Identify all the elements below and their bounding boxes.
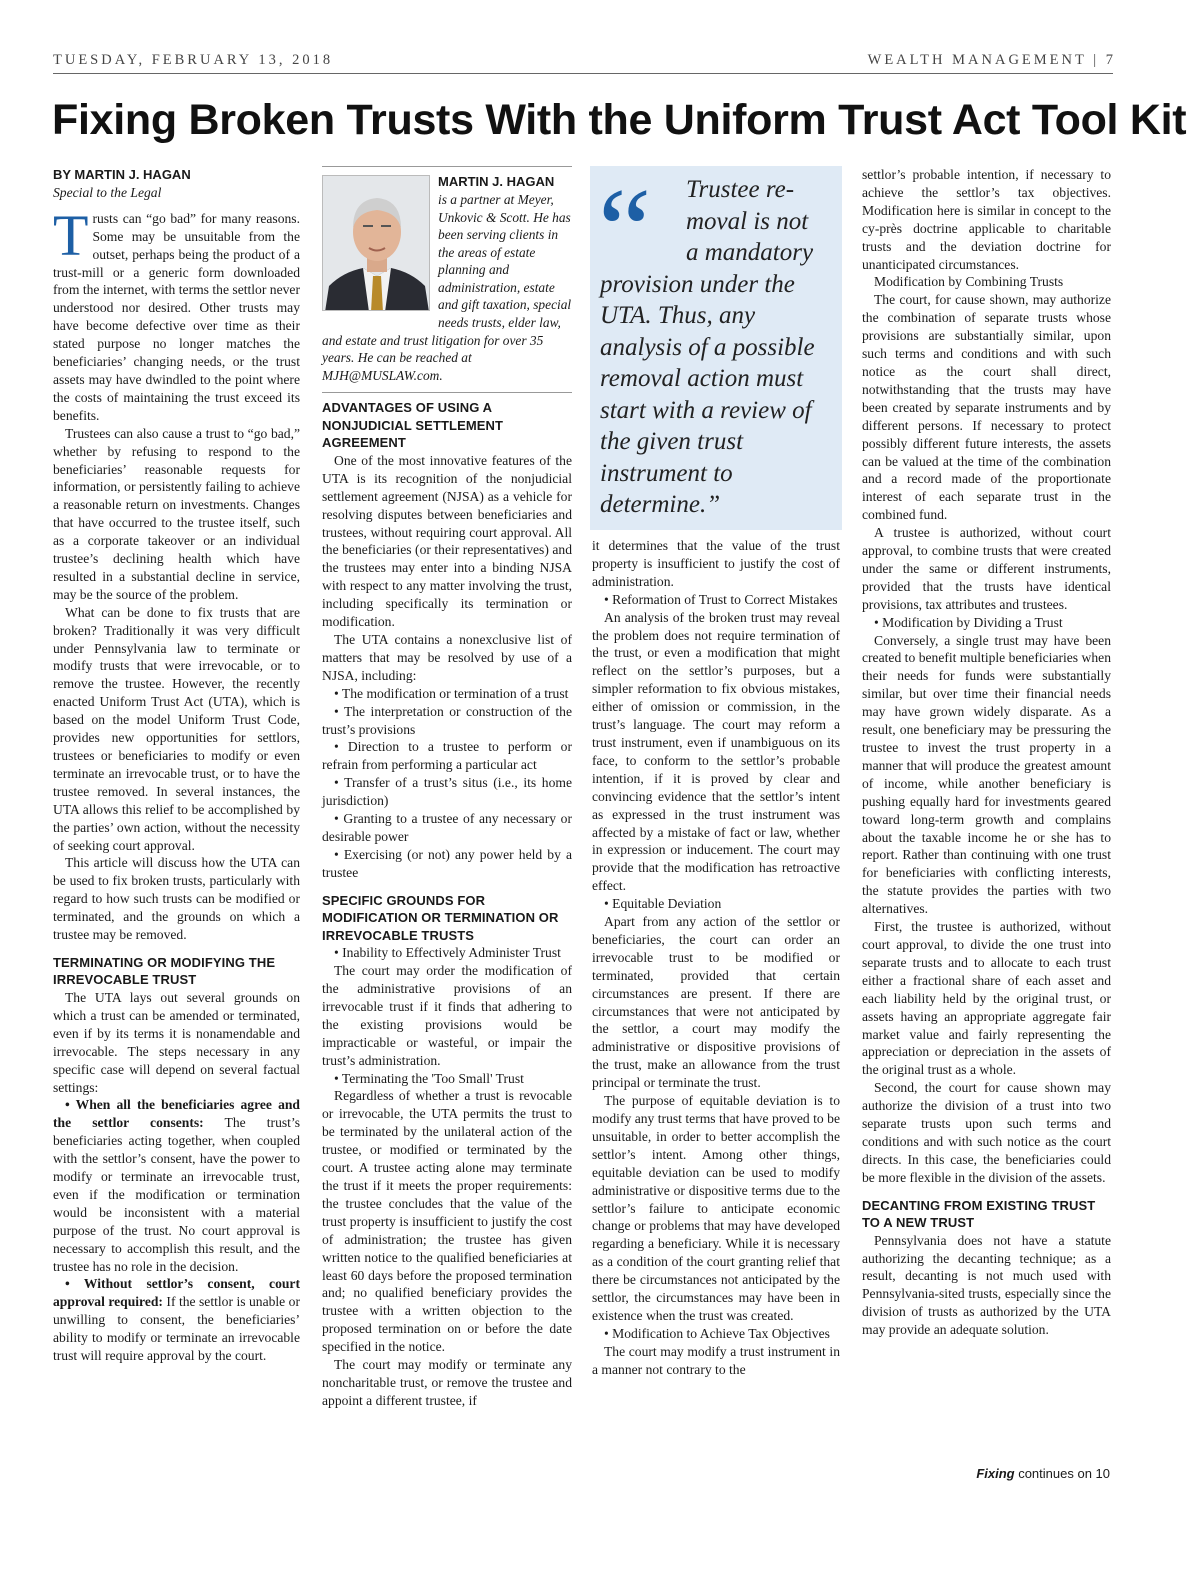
bio-name: MARTIN J. HAGAN [438,174,555,189]
col1-paragraph-4: This article will discuss how the UTA can be used to fix broken trusts, particularly with regard to how such trusts can be modified or terminated, and the grounds on which a trustee may be removed. [53,855,300,943]
col2-list-item: • Transfer of a trust’s situs (i.e., its home jurisdiction) [322,775,572,809]
col1-paragraph-1: Trusts can “go bad” for many reasons. Some may be unsuitable from the outset, perhaps being the product of a trust-mill or a generic form downloaded from the internet, with terms the settlor never understood nor desired. Other trusts may have become defective over time as their stated purpose no longer matches the beneficiaries’ changing needs, or the trust assets may have dwindled to the point where the costs of maintaining the trust exceed its benefits. [53,202,300,423]
col1-heading: TERMINATING OR MODIFYING THE IRREVOCABLE TRUST [53,954,276,988]
col3-paragraph-5: The court may modify a trust instrument in a manner not contrary to the [592,1343,840,1377]
col4-paragraph-2: The court, for cause shown, may authorize the combination of separate trusts whose provisions are substantially similar, upon such terms and conditions and with such notice as the court shall direct, notwithstanding that the trusts may have been created by separate instruments and by different persons. If necessary to protect possibly different future interests, the assets can be valued at the time of the combination and a record made of the proportionate interest of each separate trust in the combined fund. [862,292,1111,523]
column-3 [592,537,840,1379]
continues-note: Fixing continues on 10 [976,1466,1110,1481]
col4-subhead: • Modification by Dividing a Trust [874,614,1063,630]
column-2 [322,166,572,1410]
col2-list-item: • The interpretation or construction of the trust’s provisions [322,703,572,737]
author-photo [322,175,430,311]
author-portrait-image [323,176,430,311]
col2-paragraph-5: The court may modify or terminate any noncharitable trust, or remove the trustee and appoint a different trustee, if [322,1357,572,1408]
pull-quote [590,163,842,530]
col4-paragraph-6: Second, the court for cause shown may authorize the division of a trust into two separate trusts upon such terms and conditions and with such notice as the court directs. In this case, the beneficiaries could be more flexible in the division of the assets. [862,1080,1111,1185]
col1-bullet-1: • When all the beneficiaries agree and the settlor consents: The trust’s beneficiaries acting together, when coupled with the settlor’s consent, have the power to modify or terminate an irrevocable trust, even if the modification or termination would be inconsistent with a material purpose of the trust. No court approval is necessary to accomplish this result, and the trustee has no role in the decision. [53,1097,301,1274]
col3-paragraph-1: it determines that the value of the trust property is insufficient to justify the cost of administration. [592,538,840,589]
col1-paragraph-3: What can be done to fix trusts that are broken? Traditionally it was very difficult under Pennsylvania law to terminate or modify trusts that were irrevocable, or to remove the trustee. However, the recently enacted Uniform Trust Act (UTA), which is based on the model Uniform Trust Code, provides new opportunities for settlors, trustees or beneficiaries to modify or even terminate an irrevocable trust, or to have the trustee removed. In several instances, the UTA allows this relief to be accomplished by the parties’ own action, without the necessity of seeking court approval. [53,604,300,853]
col4-heading: DECANTING FROM EXISTING TRUST TO A NEW TRUST [862,1197,1096,1231]
header-date: TUESDAY, FEBRUARY 13, 2018 [53,52,334,68]
col3-paragraph-4: The purpose of equitable deviation is to modify any trust terms that have proved to be unsuitable, in order to better accomplish the settlor’s intent. Among other things, equitable deviation can be used to modify administrative or dispositive terms due to the settlor’s failure to anticipate economic change or problems that may have developed regarding a beneficiary. While it is necessary as a condition of the court granting relief that there be circumstances not anticipated by the settlor, the circumstances may have been in existence when the trust was created. [592,1093,840,1323]
drop-cap: T [53,202,89,268]
col1-paragraph-5: The UTA lays out several grounds on which a trust can be amended or terminated, even if by its terms it is nonamendable and irrevocable. The steps necessary in any specific case will depend on several factual settings: [53,989,300,1095]
col2-list-item: • Direction to a trustee to perform or refrain from performing a particular act [322,739,572,773]
headline: Fixing Broken Trusts With the Uniform Trust Act Tool Kit [52,96,1187,144]
col4-paragraph-3: A trustee is authorized, without court approval, to combine trusts that were created under the same or different instruments, provided that the trusts have identical provisions, tax attributes and trustees. [862,525,1111,612]
header-rule [53,73,1113,74]
col4-paragraph-1: settlor’s probable intention, if necessary to achieve the settlor’s tax objectives. Modification here is similar in concept to the cy-près doctrine applicable to charitable trusts and the deviation doctrine for unanticipated circumstances. [862,167,1111,272]
col1-bullet-2: • Without settlor’s consent, court approval required: If the settlor is unable or unwilling to consent, the beneficiaries’ ability to modify or terminate an irrevocable trust will require approval by the court. [53,1276,300,1364]
bio-text: is a partner at Meyer, Unkovic & Scott. He has been serving clients in the areas of estate planning and administration, estate and gift taxation, special needs trusts, elder law, and estate and trust litigation for over 35 years. He can be reached at MJH@MUSLAW.com. [322,191,572,383]
header-section: WEALTH MANAGEMENT | 7 [867,52,1116,68]
col2-paragraph-1: One of the most innovative features of the UTA is its recognition of the nonjudicial settlement agreement (NJSA) as a vehicle for resolving disputes between beneficiaries and trustees, without requiring court approval. All the beneficiaries (or their representatives) and the trustees may enter into a binding NJSA with respect to any matter involving the trust, including specifically its termination or modification. [322,452,572,630]
col4-paragraph-7: Pennsylvania does not have a statute authorizing the decanting technique; as a result, decanting is not much used with Pennsylvania-sited trusts, especially since the division of trusts as authorized by the UTA may provide an adequate solution. [862,1232,1111,1338]
col4-paragraph-4: Conversely, a single trust may have been created to benefit multiple beneficiaries when their needs for funds were substantially similar, but over time their financial needs may have grown widely disparate. As a result, one beneficiary may be pressuring the trustee to invest the trust property in a manner that will produce the greatest amount of income, while another beneficiary is pushing equally hard for investments geared toward long-term growth and complains about the taxable income he or she has to report. Rather than continuing with one trust for beneficiaries with conflicting interests, the statute provides the parties with two alternatives. [862,632,1111,917]
byline-sub: Special to the Legal [53,184,162,200]
author-bio [322,166,572,393]
col3-paragraph-3: Apart from any action of the settlor or beneficiaries, the court can order an irrevocable trust to be modified or terminated, provided that certain circumstances are present. If there are circumstances that were not anticipated by the settlor, a court may modify the administrative or dispositive provisions of the trust, make an allowance from the trust principal or terminate the trust. [592,914,840,1091]
col2-list-item: • Granting to a trustee of any necessary or desirable power [322,811,572,844]
quote-mark-icon: “ [598,163,652,296]
col2-heading-2: SPECIFIC GROUNDS FOR MODIFICATION OR TERMINATION OR IRREVOCABLE TRUSTS [322,892,559,943]
col3-subhead: • Modification to Achieve Tax Objectives [604,1325,830,1341]
pull-quote-text: Trustee re- moval is not a mandatory provision under the UTA. Thus, any analysis of a possible removal action must start with a review of the given trust instrument to determine.” [600,176,815,518]
col2-paragraph-4: Regardless of whether a trust is revocable or irrevocable, the UTA permits the trust to be terminated by the unilateral action of the trustee, or modified or terminated by the court. A trustee acting alone may terminate the trust if it meets the proper requirements: the trustee concludes that the value of the trust property is insufficient to justify the cost of administration; the trustee has given written notice to the qualified beneficiaries at least 60 days before the proposed termination and; no qualified beneficiary provides the trustee with a written objection to the proposed termination on or before the date specified in the notice. [322,1088,572,1355]
col2-list-item: • Exercising (or not) any power held by a trustee [322,846,572,880]
col3-paragraph-2: An analysis of the broken trust may reveal the problem does not require termination of the trust, or even a modification that might reflect on the settlor’s purposes, but a simpler reformation to fix obvious mistakes, either of omission or commission, in the trust’s language. The court may reform a trust instrument, even if unambiguous on its face, to conform to the settlor’s probable intention, if it is proved by clear and convincing evidence that the settlor’s intent as expressed in the trust instrument was affected by a mistake of fact or law, whether in expression or inducement. The court may provide that the modification has retroactive effect. [592,609,840,894]
col2-paragraph-3: The court may order the modification of the administrative provisions of an irrevocable trust if it finds that adhering to the existing provisions would be impracticable or wasteful, or impair the trust’s administration. [322,963,572,1068]
byline-author: BY MARTIN J. HAGAN [53,167,191,182]
col1-paragraph-2: Trustees can also cause a trust to “go bad,” whether by refusing to respond to the beneficiaries’ reasonable requests for information, or persistently failing to achieve a reasonable return on investments. Changes that have occurred to the trustee itself, such as a corporate takeover or an individual trustee’s declining health which have resulted in a substantial decline in service, may be the source of the problem. [53,425,300,602]
col3-subhead: • Equitable Deviation [604,896,722,912]
col2-list-item: • The modification or termination of a trust [334,685,569,701]
col2-heading-1: ADVANTAGES OF USING A NONJUDICIAL SETTLEMENT AGREEMENT [322,400,504,451]
col2-subhead: • Terminating the 'Too Small' Trust [334,1070,524,1086]
col2-paragraph-2: The UTA contains a nonexclusive list of matters that may be resolved by use of a NJSA, including: [322,632,572,683]
col4-subhead: Modification by Combining Trusts [874,274,1064,290]
column-4 [862,166,1111,1339]
col3-subhead: • Reformation of Trust to Correct Mistakes [604,591,838,607]
column-1 [53,166,300,1365]
col2-subhead: • Inability to Effectively Administer Trust [334,945,561,961]
col4-paragraph-5: First, the trustee is authorized, without court approval, to divide the one trust into separate trusts and to allocate to each trust either a fractional share of each asset and each liability held by the original trust, or assets having an appropriate aggregate fair market value and fairly representing the appreciation or depreciation in the assets of the original trust as a whole. [862,919,1111,1078]
